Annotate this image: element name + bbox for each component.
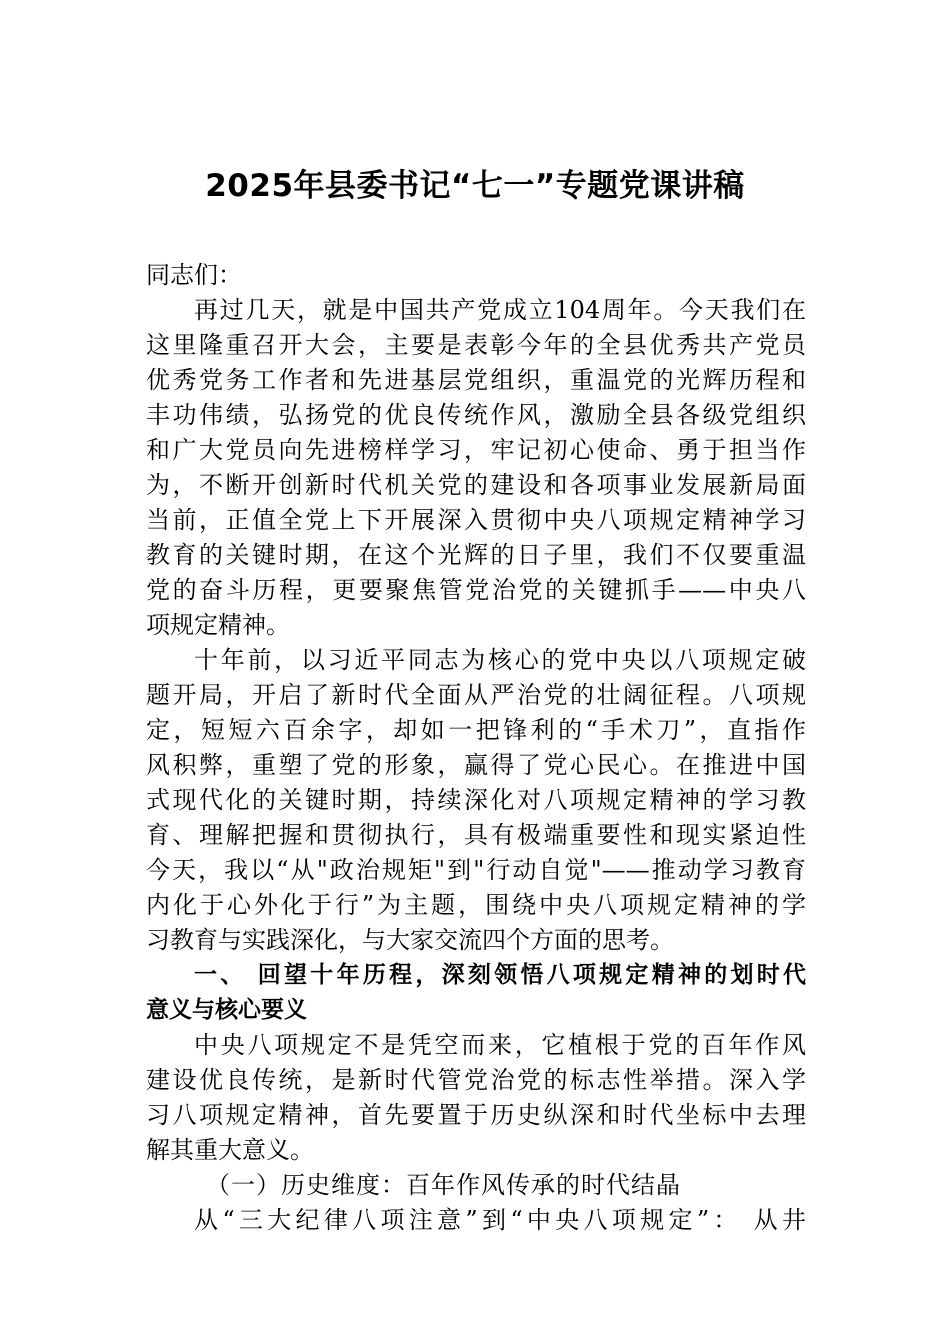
paragraph-line: 当前，正值全党上下开展深入贯彻中央八项规定精神学习 xyxy=(146,506,806,534)
heading-line: 一、 回望十年历程，深刻领悟八项规定精神的划时代 xyxy=(194,962,806,988)
paragraph-line: 习八项规定精神，首先要置于历史纵深和时代坐标中去理 xyxy=(146,1101,806,1129)
subsection-heading: （一）历史维度：百年作风传承的时代结晶 xyxy=(206,1171,681,1199)
paragraph-line: 党的奋斗历程，更要聚焦管党治党的关键抓手——中央八 xyxy=(146,576,806,604)
paragraph-line: 习教育与实践深化，与大家交流四个方面的思考。 xyxy=(146,926,674,954)
paragraph-line: 和广大党员向先进榜样学习，牢记初心使命、勇于担当作 xyxy=(146,436,806,464)
paragraph-line: 解其重大意义。 xyxy=(146,1136,314,1164)
paragraph-line: 从“三大纪律八项注意”到“中央八项规定”： 从井 xyxy=(194,1206,806,1234)
paragraph-3 xyxy=(146,1028,806,1168)
paragraph-4 xyxy=(146,1203,806,1238)
paragraph-line: 十年前，以习近平同志为核心的党中央以八项规定破 xyxy=(194,646,806,674)
paragraph-line: 建设优良传统，是新时代管党治党的标志性举措。深入学 xyxy=(146,1066,806,1094)
paragraph-2 xyxy=(146,643,806,958)
section-heading-1 xyxy=(146,958,806,1028)
salutation: 同志们： xyxy=(146,261,242,289)
paragraph-line: 今天，我以“从"政治规矩"到"行动自觉"——推动学习教育 xyxy=(146,856,806,884)
paragraph-line: 式现代化的关键时期，持续深化对八项规定精神的学习教 xyxy=(146,786,806,814)
paragraph-line: 项规定精神。 xyxy=(146,611,290,639)
paragraph-line: 优秀党务工作者和先进基层党组织，重温党的光辉历程和 xyxy=(146,366,806,394)
paragraph-line: 中央八项规定不是凭空而来，它植根于党的百年作风 xyxy=(194,1031,806,1059)
paragraph-line: 定，短短六百余字，却如一把锋利的“手术刀”，直指作 xyxy=(146,716,806,744)
paragraph-line: 教育的关键时期，在这个光辉的日子里，我们不仅要重温 xyxy=(146,541,806,569)
paragraph-line: 题开局，开启了新时代全面从严治党的壮阔征程。八项规 xyxy=(146,681,806,709)
heading-line: 意义与核心要义 xyxy=(146,997,307,1023)
paragraph-line: 再过几天，就是中国共产党成立104周年。今天我们在 xyxy=(194,296,806,324)
paragraph-line: 风积弊，重塑了党的形象，赢得了党心民心。在推进中国 xyxy=(146,751,806,779)
paragraph-line: 为，不断开创新时代机关党的建设和各项事业发展新局面 xyxy=(146,471,806,499)
document-title: 2025年县委书记“七一”专题党课讲稿 xyxy=(205,168,745,204)
paragraph-line: 内化于心外化于行”为主题，围绕中央八项规定精神的学 xyxy=(146,891,806,919)
document-body xyxy=(146,258,806,1238)
paragraph-line: 丰功伟绩，弘扬党的优良传统作风，激励全县各级党组织 xyxy=(146,401,806,429)
paragraph-line: 育、理解把握和贯彻执行，具有极端重要性和现实紧迫性 xyxy=(146,821,806,849)
paragraph-line: 这里隆重召开大会，主要是表彰今年的全县优秀共产党员 xyxy=(146,331,806,359)
paragraph-1 xyxy=(146,293,806,643)
